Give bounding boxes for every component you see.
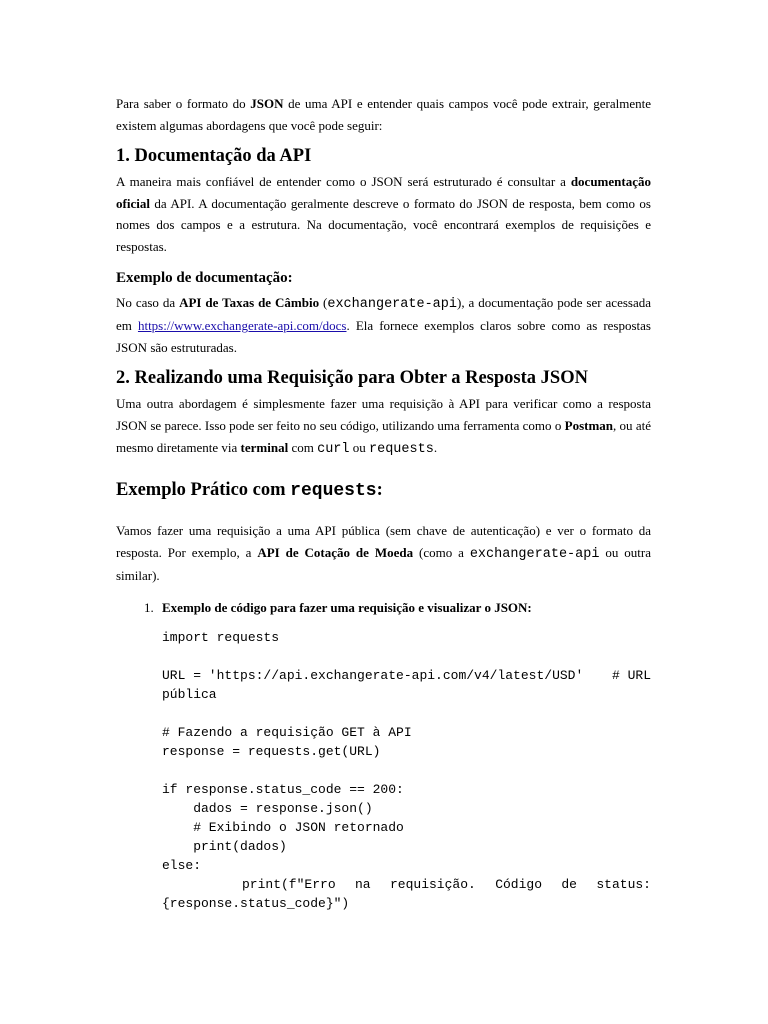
code-line: response = requests.get(URL) [162, 743, 381, 759]
code-word: de [561, 876, 577, 892]
section-1-text-2: da API. A documentação geralmente descreve o formato do JSON de resposta, bem como os nomes dos campos e a estrutura. Na documentação, você encontrará exemplos de requisições e respostas. [116, 195, 651, 254]
terminal-bold: terminal [240, 439, 289, 455]
code-word: na [355, 876, 371, 892]
practical-text-3: ou outra similar). [116, 544, 651, 584]
intro-paragraph [116, 93, 651, 136]
section-1-heading: 1. Documentação da API [116, 146, 312, 167]
code-line: pública [162, 686, 217, 702]
example-text-3: ), a documentação pode ser acessada em [116, 294, 651, 334]
documentation-example-paragraph [116, 292, 651, 359]
section-2-text-4: ou [349, 439, 369, 455]
code-line [162, 666, 651, 685]
code-line: else: [162, 857, 202, 873]
section-1-paragraph [116, 171, 651, 257]
list-item-label: Exemplo de código para fazer uma requisição e visualizar o JSON: [162, 599, 532, 615]
section-2-text-3: com [288, 439, 318, 455]
section-2-heading: 2. Realizando uma Requisição para Obter a Resposta JSON [116, 368, 588, 389]
code-word: Código [495, 876, 542, 892]
list-item [116, 598, 651, 618]
section-2-text-5: . [433, 439, 438, 455]
example-inline-code: exchangerate-api [327, 296, 457, 312]
section-1-bold: documentação oficial [116, 174, 651, 211]
code-line-blank [162, 704, 651, 723]
code-line-blank [162, 761, 651, 780]
example-bold: API de Taxas de Câmbio [179, 294, 320, 310]
code-line: if response.status_code == 200: [162, 781, 404, 797]
intro-text: Para saber o formato do [116, 96, 251, 111]
example-text-4: . Ela fornece exemplos claros sobre como as respostas JSON são estruturadas. [116, 318, 651, 355]
practical-text-2: (como a [413, 544, 470, 560]
code-line: # Fazendo a requisição GET à API [162, 724, 412, 740]
document-page [116, 93, 651, 913]
practical-heading-text: Exemplo Prático com [116, 480, 291, 501]
intro-json-bold: JSON [250, 96, 284, 111]
list-item-number: 1. [144, 599, 154, 615]
code-word: requisição. [389, 876, 476, 892]
code-word: print(f"Erro [242, 876, 336, 892]
section-1-text: A maneira mais confiável de entender como o JSON será estruturado é consultar a [116, 174, 571, 190]
example-text: No caso da [116, 294, 180, 310]
practical-example-heading [116, 478, 651, 503]
code-line [162, 875, 651, 894]
code-line: {response.status_code}") [162, 895, 350, 911]
practical-heading-code: requests [290, 481, 377, 502]
code-line: # Exibindo o JSON retornado [162, 819, 404, 835]
practical-example-paragraph [116, 520, 651, 587]
code-url-assignment: URL = 'https://api.exchangerate-api.com/v4/latest/USD' [162, 667, 584, 683]
section-2-text: Uma outra abordagem é simplesmente fazer uma requisição à API para verificar como a resposta JSON se parece. Isso pode ser feito no seu código, utilizando uma ferramenta como o [116, 396, 651, 433]
intro-text-2: de uma API e entender quais campos você pode extrair, geralmente existem algumas abordagens que você pode seguir: [116, 96, 651, 133]
curl-inline-code: curl [317, 441, 350, 457]
practical-text: Vamos fazer uma requisição a uma API pública (sem chave de autenticação) e ver o formato da resposta. Por exemplo, a [116, 523, 651, 560]
practical-heading-colon: : [376, 480, 383, 501]
code-block [162, 628, 651, 913]
code-word: status: [596, 876, 651, 892]
section-2-text-2: , ou até mesmo diretamente via [116, 417, 651, 455]
example-text-2: ( [319, 294, 328, 310]
code-line: import requests [162, 629, 280, 645]
steps-list [116, 598, 651, 618]
postman-bold: Postman [564, 417, 614, 433]
practical-bold: API de Cotação de Moeda [257, 544, 414, 560]
code-url-comment: # URL [611, 667, 651, 683]
code-line-blank [162, 647, 651, 666]
requests-inline-code: requests [369, 441, 434, 457]
section-2-paragraph [116, 393, 651, 460]
docs-link[interactable]: https://www.exchangerate-api.com/docs [137, 318, 347, 334]
code-line: print(dados) [162, 838, 287, 854]
practical-inline-code: exchangerate-api [469, 546, 600, 562]
documentation-example-heading: Exemplo de documentação: [116, 269, 293, 286]
code-line: dados = response.json() [162, 800, 373, 816]
